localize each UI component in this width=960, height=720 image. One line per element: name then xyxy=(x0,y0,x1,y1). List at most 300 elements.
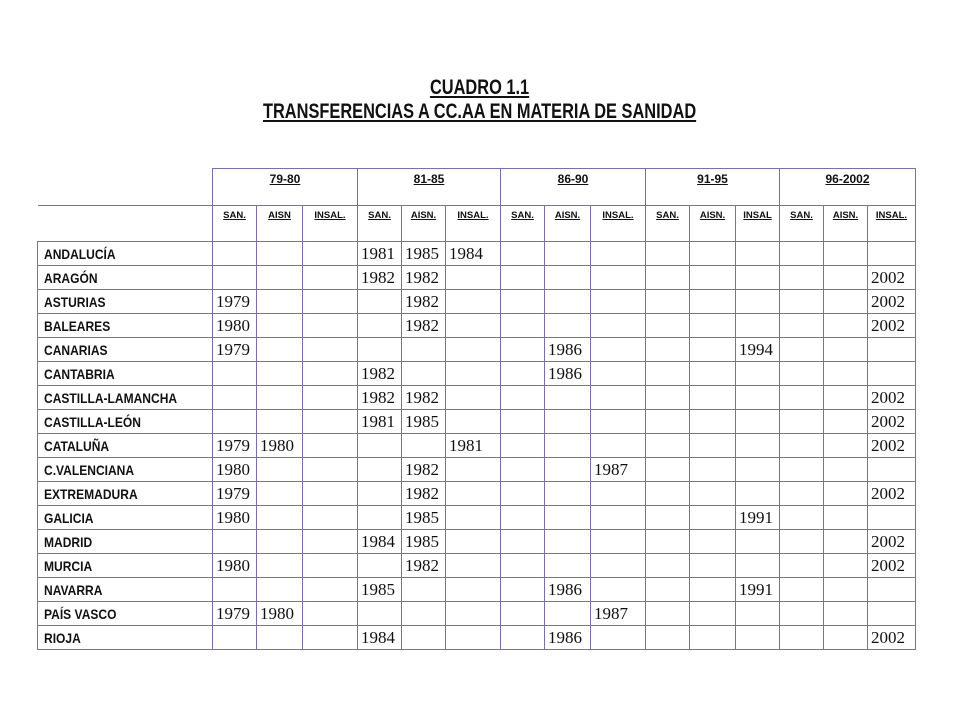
subheader: AISN. xyxy=(690,206,736,242)
year-cell xyxy=(501,506,545,530)
year-cell xyxy=(780,530,824,554)
year-cell xyxy=(646,410,690,434)
year-cell xyxy=(303,554,358,578)
subheader: INSAL. xyxy=(446,206,501,242)
document-title xyxy=(105,76,854,124)
year-cell xyxy=(501,386,545,410)
year-cell xyxy=(446,386,501,410)
year-cell xyxy=(446,338,501,362)
year-cell xyxy=(591,530,646,554)
transfers-table xyxy=(37,168,916,650)
year-cell xyxy=(213,386,257,410)
year-cell xyxy=(257,410,303,434)
year-cell xyxy=(690,458,736,482)
year-cell xyxy=(736,434,780,458)
year-cell xyxy=(303,314,358,338)
year-cell xyxy=(646,530,690,554)
region-name: PAÍS VASCO xyxy=(38,602,213,626)
year-cell xyxy=(591,338,646,362)
year-cell xyxy=(358,506,402,530)
year-cell: 1984 xyxy=(358,530,402,554)
year-cell: 1986 xyxy=(545,626,591,650)
year-cell xyxy=(591,386,646,410)
year-cell: 1981 xyxy=(446,434,501,458)
year-cell xyxy=(358,482,402,506)
year-cell: 1982 xyxy=(402,554,446,578)
year-cell xyxy=(646,578,690,602)
year-cell xyxy=(402,338,446,362)
year-cell xyxy=(501,626,545,650)
year-cell xyxy=(303,578,358,602)
year-cell xyxy=(591,266,646,290)
year-cell xyxy=(501,554,545,578)
year-cell: 2002 xyxy=(868,290,916,314)
year-cell xyxy=(736,458,780,482)
year-cell xyxy=(545,290,591,314)
year-cell xyxy=(690,626,736,650)
year-cell xyxy=(303,410,358,434)
year-cell xyxy=(358,434,402,458)
year-cell xyxy=(868,362,916,386)
year-cell xyxy=(591,482,646,506)
year-cell xyxy=(446,626,501,650)
year-cell xyxy=(501,602,545,626)
year-cell xyxy=(868,242,916,266)
year-cell xyxy=(358,602,402,626)
year-cell xyxy=(501,578,545,602)
year-cell xyxy=(303,458,358,482)
region-name: NAVARRA xyxy=(38,578,213,602)
corner-cell xyxy=(38,169,213,206)
table-row xyxy=(38,386,916,410)
year-cell xyxy=(690,266,736,290)
title-line-1: CUADRO 1.1 xyxy=(429,76,530,99)
year-cell xyxy=(303,626,358,650)
year-cell: 1980 xyxy=(213,506,257,530)
table-row xyxy=(38,602,916,626)
year-cell: 1979 xyxy=(213,434,257,458)
year-cell xyxy=(780,482,824,506)
year-cell: 1982 xyxy=(402,458,446,482)
year-cell xyxy=(868,602,916,626)
region-name: MURCIA xyxy=(38,554,213,578)
year-cell xyxy=(545,314,591,338)
region-name: ARAGÓN xyxy=(38,266,213,290)
subheader: SAN. xyxy=(213,206,257,242)
year-cell xyxy=(501,434,545,458)
year-cell xyxy=(736,290,780,314)
year-cell xyxy=(591,554,646,578)
year-cell: 2002 xyxy=(868,482,916,506)
year-cell xyxy=(257,482,303,506)
year-cell xyxy=(402,434,446,458)
year-cell xyxy=(446,554,501,578)
table-row xyxy=(38,338,916,362)
year-cell xyxy=(303,242,358,266)
table-row xyxy=(38,554,916,578)
year-cell: 1979 xyxy=(213,338,257,362)
year-cell: 2002 xyxy=(868,434,916,458)
subheader: AISN. xyxy=(402,206,446,242)
year-cell xyxy=(690,482,736,506)
year-cell xyxy=(690,506,736,530)
year-cell xyxy=(736,602,780,626)
subheader: AISN. xyxy=(824,206,868,242)
year-cell xyxy=(780,554,824,578)
subheader: AISN. xyxy=(545,206,591,242)
table-row xyxy=(38,434,916,458)
year-cell xyxy=(736,530,780,554)
year-cell: 1982 xyxy=(402,266,446,290)
region-name: ASTURIAS xyxy=(38,290,213,314)
year-cell xyxy=(545,554,591,578)
year-cell xyxy=(646,458,690,482)
year-cell xyxy=(501,338,545,362)
year-cell xyxy=(591,434,646,458)
year-cell xyxy=(690,242,736,266)
year-cell: 2002 xyxy=(868,626,916,650)
region-name: CATALUÑA xyxy=(38,434,213,458)
year-cell xyxy=(824,578,868,602)
year-cell xyxy=(690,314,736,338)
year-cell xyxy=(545,434,591,458)
year-cell xyxy=(358,554,402,578)
year-cell xyxy=(646,314,690,338)
year-cell xyxy=(690,554,736,578)
year-cell xyxy=(646,434,690,458)
year-cell xyxy=(446,506,501,530)
year-cell xyxy=(646,482,690,506)
year-cell xyxy=(824,482,868,506)
subheader: SAN. xyxy=(501,206,545,242)
region-name: C.VALENCIANA xyxy=(38,458,213,482)
year-cell: 2002 xyxy=(868,266,916,290)
year-cell xyxy=(824,506,868,530)
year-cell xyxy=(545,386,591,410)
year-cell: 2002 xyxy=(868,314,916,338)
year-cell xyxy=(213,578,257,602)
year-cell xyxy=(824,242,868,266)
year-cell xyxy=(501,458,545,482)
table-row xyxy=(38,266,916,290)
year-cell xyxy=(358,314,402,338)
year-cell: 1985 xyxy=(402,410,446,434)
year-cell xyxy=(303,434,358,458)
year-cell xyxy=(402,362,446,386)
table-row xyxy=(38,314,916,338)
year-cell xyxy=(358,458,402,482)
year-cell xyxy=(591,506,646,530)
table-row xyxy=(38,242,916,266)
year-cell xyxy=(780,602,824,626)
year-cell xyxy=(690,338,736,362)
year-cell xyxy=(646,362,690,386)
table-row xyxy=(38,626,916,650)
year-cell xyxy=(545,410,591,434)
table-row xyxy=(38,290,916,314)
year-cell xyxy=(446,314,501,338)
year-cell: 1979 xyxy=(213,290,257,314)
year-cell: 2002 xyxy=(868,530,916,554)
region-name: BALEARES xyxy=(38,314,213,338)
year-cell: 1985 xyxy=(358,578,402,602)
year-cell xyxy=(780,410,824,434)
title-line-2: TRANSFERENCIAS A CC.AA EN MATERIA DE SANIDAD xyxy=(262,100,697,123)
year-cell xyxy=(591,290,646,314)
subheader-row xyxy=(38,206,916,242)
year-cell xyxy=(501,362,545,386)
region-name: CANTABRIA xyxy=(38,362,213,386)
year-cell: 1980 xyxy=(213,314,257,338)
year-cell xyxy=(446,266,501,290)
year-cell xyxy=(736,626,780,650)
year-cell xyxy=(545,530,591,554)
year-cell xyxy=(303,266,358,290)
year-cell: 1981 xyxy=(358,410,402,434)
year-cell xyxy=(303,362,358,386)
year-cell xyxy=(446,482,501,506)
region-name: RIOJA xyxy=(38,626,213,650)
year-cell xyxy=(736,266,780,290)
year-cell: 1985 xyxy=(402,506,446,530)
year-cell xyxy=(402,602,446,626)
year-cell xyxy=(780,506,824,530)
year-cell xyxy=(257,266,303,290)
year-cell xyxy=(501,314,545,338)
year-cell xyxy=(591,410,646,434)
year-cell xyxy=(257,314,303,338)
year-cell xyxy=(501,290,545,314)
table-row xyxy=(38,482,916,506)
region-name: MADRID xyxy=(38,530,213,554)
year-cell xyxy=(780,242,824,266)
year-cell xyxy=(824,338,868,362)
year-cell xyxy=(257,242,303,266)
table-body xyxy=(38,242,916,650)
region-name: CANARIAS xyxy=(38,338,213,362)
year-cell xyxy=(646,338,690,362)
year-cell xyxy=(646,506,690,530)
table-row xyxy=(38,410,916,434)
year-cell: 1982 xyxy=(358,386,402,410)
period-header-row xyxy=(38,169,916,206)
year-cell: 2002 xyxy=(868,554,916,578)
year-cell xyxy=(690,386,736,410)
year-cell xyxy=(446,602,501,626)
year-cell xyxy=(501,410,545,434)
year-cell: 1991 xyxy=(736,578,780,602)
year-cell xyxy=(257,506,303,530)
year-cell xyxy=(780,362,824,386)
year-cell xyxy=(690,410,736,434)
year-cell xyxy=(402,626,446,650)
year-cell xyxy=(446,410,501,434)
year-cell xyxy=(646,242,690,266)
year-cell xyxy=(303,338,358,362)
year-cell xyxy=(303,530,358,554)
subheader: SAN. xyxy=(780,206,824,242)
subheader: INSAL. xyxy=(868,206,916,242)
year-cell xyxy=(591,362,646,386)
region-name: GALICIA xyxy=(38,506,213,530)
year-cell: 1986 xyxy=(545,362,591,386)
year-cell xyxy=(591,626,646,650)
year-cell xyxy=(646,386,690,410)
year-cell xyxy=(303,386,358,410)
year-cell xyxy=(646,626,690,650)
year-cell xyxy=(501,482,545,506)
table-row xyxy=(38,530,916,554)
year-cell xyxy=(446,530,501,554)
year-cell xyxy=(868,506,916,530)
year-cell xyxy=(303,506,358,530)
year-cell xyxy=(545,266,591,290)
year-cell: 1984 xyxy=(446,242,501,266)
year-cell xyxy=(213,242,257,266)
year-cell: 1982 xyxy=(402,386,446,410)
year-cell xyxy=(824,410,868,434)
year-cell xyxy=(303,482,358,506)
year-cell xyxy=(545,482,591,506)
year-cell xyxy=(257,338,303,362)
year-cell xyxy=(446,362,501,386)
year-cell xyxy=(501,266,545,290)
year-cell xyxy=(446,458,501,482)
year-cell xyxy=(646,602,690,626)
year-cell: 1979 xyxy=(213,482,257,506)
year-cell: 1985 xyxy=(402,530,446,554)
subheader: AISN xyxy=(257,206,303,242)
year-cell xyxy=(690,362,736,386)
year-cell xyxy=(868,338,916,362)
region-name: EXTREMADURA xyxy=(38,482,213,506)
year-cell xyxy=(736,386,780,410)
year-cell xyxy=(257,386,303,410)
year-cell xyxy=(824,434,868,458)
year-cell xyxy=(358,338,402,362)
year-cell: 1986 xyxy=(545,578,591,602)
year-cell: 1980 xyxy=(257,434,303,458)
table-row xyxy=(38,506,916,530)
period-header: 91-95 xyxy=(646,169,780,206)
year-cell xyxy=(402,578,446,602)
year-cell: 1982 xyxy=(358,266,402,290)
subheader: INSAL. xyxy=(303,206,358,242)
year-cell xyxy=(257,578,303,602)
year-cell xyxy=(824,602,868,626)
year-cell xyxy=(736,314,780,338)
table-row xyxy=(38,458,916,482)
period-header: 79-80 xyxy=(213,169,358,206)
year-cell xyxy=(446,578,501,602)
year-cell xyxy=(824,626,868,650)
table-row xyxy=(38,578,916,602)
period-header: 81-85 xyxy=(358,169,501,206)
year-cell xyxy=(501,242,545,266)
year-cell: 1987 xyxy=(591,602,646,626)
region-name: ANDALUCÍA xyxy=(38,242,213,266)
period-header: 96-2002 xyxy=(780,169,916,206)
year-cell xyxy=(780,626,824,650)
year-cell: 1980 xyxy=(257,602,303,626)
year-cell: 1982 xyxy=(402,314,446,338)
year-cell xyxy=(545,458,591,482)
year-cell xyxy=(690,578,736,602)
corner-cell xyxy=(38,206,213,242)
subheader: INSAL. xyxy=(591,206,646,242)
year-cell xyxy=(213,626,257,650)
year-cell: 1979 xyxy=(213,602,257,626)
year-cell: 1982 xyxy=(402,482,446,506)
year-cell xyxy=(736,242,780,266)
year-cell xyxy=(257,290,303,314)
subheader: SAN. xyxy=(646,206,690,242)
year-cell xyxy=(868,458,916,482)
year-cell xyxy=(303,290,358,314)
year-cell xyxy=(824,530,868,554)
year-cell xyxy=(646,554,690,578)
year-cell: 1986 xyxy=(545,338,591,362)
region-name: CASTILLA-LEÓN xyxy=(38,410,213,434)
year-cell xyxy=(780,338,824,362)
year-cell xyxy=(545,242,591,266)
year-cell xyxy=(780,458,824,482)
year-cell: 1984 xyxy=(358,626,402,650)
year-cell xyxy=(780,434,824,458)
year-cell: 1981 xyxy=(358,242,402,266)
year-cell xyxy=(213,362,257,386)
year-cell: 1985 xyxy=(402,242,446,266)
year-cell xyxy=(213,410,257,434)
year-cell xyxy=(868,578,916,602)
year-cell xyxy=(824,554,868,578)
year-cell xyxy=(780,266,824,290)
year-cell: 1991 xyxy=(736,506,780,530)
year-cell xyxy=(545,602,591,626)
year-cell xyxy=(446,290,501,314)
year-cell xyxy=(824,362,868,386)
year-cell xyxy=(591,242,646,266)
year-cell xyxy=(780,386,824,410)
year-cell xyxy=(257,626,303,650)
year-cell xyxy=(780,290,824,314)
year-cell xyxy=(646,266,690,290)
year-cell xyxy=(257,362,303,386)
year-cell xyxy=(736,482,780,506)
year-cell: 1982 xyxy=(402,290,446,314)
subheader: SAN. xyxy=(358,206,402,242)
year-cell xyxy=(591,578,646,602)
year-cell xyxy=(646,290,690,314)
table-row xyxy=(38,362,916,386)
year-cell xyxy=(545,506,591,530)
year-cell xyxy=(824,290,868,314)
year-cell xyxy=(824,266,868,290)
year-cell: 1980 xyxy=(213,554,257,578)
year-cell xyxy=(257,530,303,554)
year-cell xyxy=(690,434,736,458)
year-cell xyxy=(736,554,780,578)
year-cell: 1987 xyxy=(591,458,646,482)
year-cell xyxy=(824,314,868,338)
year-cell xyxy=(824,458,868,482)
period-header: 86-90 xyxy=(501,169,646,206)
subheader: INSAL xyxy=(736,206,780,242)
year-cell: 2002 xyxy=(868,386,916,410)
year-cell xyxy=(780,314,824,338)
year-cell xyxy=(257,458,303,482)
year-cell xyxy=(591,314,646,338)
